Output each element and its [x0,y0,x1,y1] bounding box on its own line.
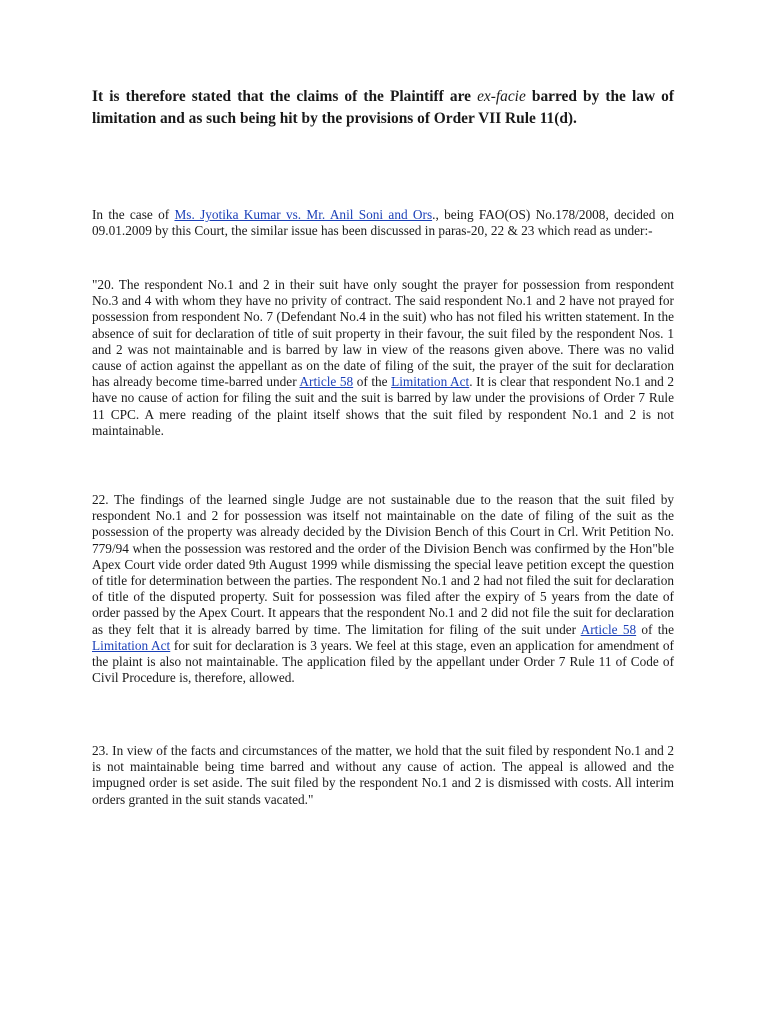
case-introduction [92,207,674,239]
para23-text: 23. In view of the facts and circumstances of the matter, we hold that the suit filed by respondent No.1 and 2 is not maintainable being time barred and without any cause of action. The appeal is allowed and the impugned order is set aside. The suit filed by the respondent No.1 and 2 is dismissed with costs. All interim orders granted in the suit stands vacated." [92,743,674,807]
para22-text-3: for suit for declaration is 3 years. We feel at this stage, even an application for amendment of the plaint is also not maintainable. The application filed by the appellant under Order 7 Rule 11 of Code of Civil Procedure is, therefore, allowed. [92,637,674,686]
intro-prefix: In the case of [92,207,175,222]
quoted-paragraph-23 [92,743,674,808]
heading-text-start: It is therefore stated that the claims of the Plaintiff are [92,88,478,105]
heading-statement [92,86,674,129]
para20-text-2: of the [353,374,392,390]
para20-text-1: "20. The respondent No.1 and 2 in their suit have only sought the prayer for possession from respondent No.3 and 4 with whom they have no privity of contract. The said respondent No.1 and 2 have not prayed for possession from respondent No. 7 (Defendant No.4 in the suit) who has not filed his written statement. In the absence of suit for declaration of title of suit property in their favour, the suit filed by the respondent Nos. 1 and 2 was not maintainable and is barred by law in view of the reasons given above. There was no valid cause of action against the appellant as on the date of filing of the suit, the prayer of the suit for declaration has already become time-barred under [92,277,674,390]
article-58-link[interactable]: Article 58 [580,621,637,637]
quoted-paragraph-20 [92,277,674,439]
intro-suffix: ., being FAO(OS) No.178/2008, decided on 09.01.2009 by this Court, the similar issue has been discussed in paras-20, 22 & 23 which read as under:- [92,207,675,239]
para22-text-1: 22. The findings of the learned single Judge are not sustainable due to the reason that the suit filed by respondent No.1 and 2 for possession was itself not maintainable on the date of filing of the suit as the possession of the property was already decided by the Division Bench of this Court in Crl. Writ Petition No. 779/94 when the possession was restored and the order of the Division Bench was confirmed by the Hon"ble Apex Court vide order dated 9th August 1999 while dismissing the special leave petition except the question of title for determination between the parties. The respondent No.1 and 2 had not filed the suit for declaration of title of the disputed property. Suit for possession was filed after the expiry of 5 years from the date of order passed by the Apex Court. It appears that the respondent No.1 and 2 did not file the suit for declaration as they felt that it is already barred by time. The limitation for filing of the suit under [92,492,674,637]
article-58-link[interactable]: Article 58 [299,374,354,390]
heading-italic-term: ex-facie [477,88,526,105]
limitation-act-link[interactable]: Limitation Act [391,374,470,390]
limitation-act-link[interactable]: Limitation Act [92,637,171,653]
para20-text-3: . It is clear that respondent No.1 and 2 have no cause of action for filing the suit and the suit is barred by law under the provisions of Order 7 Rule 11 CPC. A mere reading of the plaint itself shows that the suit filed by respondent No.1 and 2 is not maintainable. [92,374,674,438]
para22-text-2: of the [636,621,674,637]
quoted-paragraph-22 [92,492,674,686]
case-citation-link[interactable]: Ms. Jyotika Kumar vs. Mr. Anil Soni and Ors [174,207,433,222]
heading-text-end: barred by the law of limitation and as such being hit by the provisions of Order VII Rule 11(d). [92,88,674,127]
